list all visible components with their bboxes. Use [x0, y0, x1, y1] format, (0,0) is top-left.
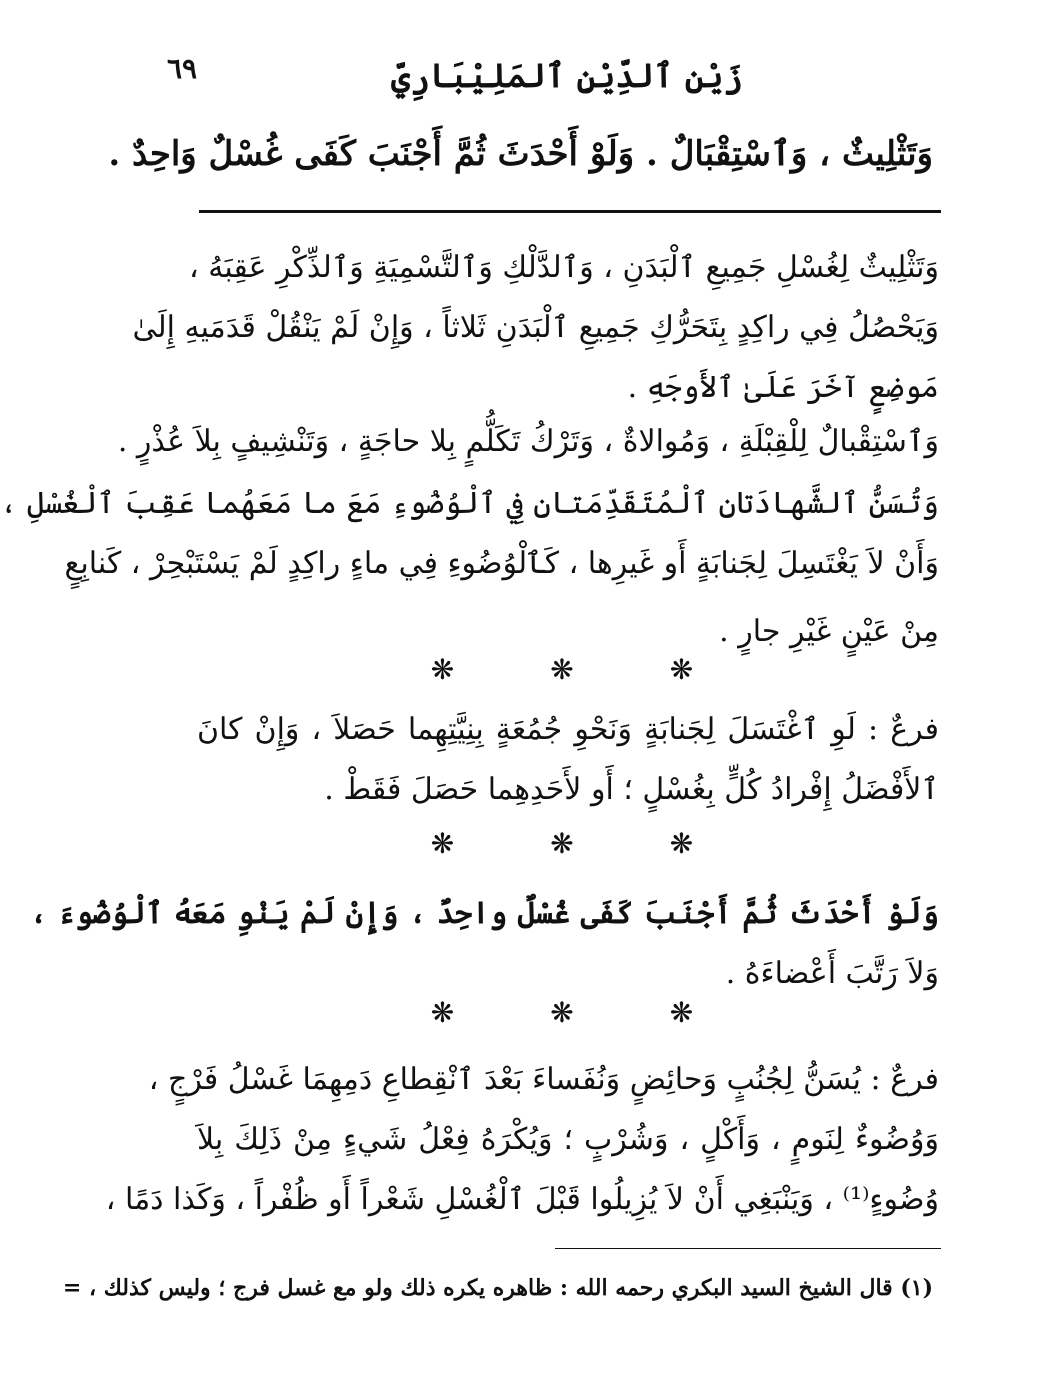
running-header-author: زَيْن ٱلدِّيْنِ ٱلمَلِيْبَارِيّ	[391, 56, 743, 95]
text-line: وَأَنْ لاَ يَغْتَسِلَ لِجَنابَةٍ أَو غَيرِها ، كَٱلْوُضُوءِ فِي ماءٍ راكِدٍ لَمْ يَسْتَبْحِرْ ، كَنابِعٍ	[64, 546, 939, 581]
matn-quote-paragraph	[29, 884, 939, 1004]
separator-star: ❋	[669, 996, 694, 1029]
separator-star: ❋	[550, 996, 574, 1029]
section-separator	[87, 824, 1037, 864]
footnote-divider	[555, 1248, 941, 1249]
separator-star: ❋	[669, 653, 694, 686]
page-number: ٦٩	[167, 52, 198, 85]
text-line: وَتُسَنُّ ٱلشَّهادَتانِ ٱلْمُتَقَدِّمَتانِ فِي ٱلْوُضُوءِ مَعَ ما مَعَهُما عَقِبَ ٱلْغُسْلِ ،	[0, 486, 939, 521]
text-line: وُضُوءٍ⁽¹⁾ ، وَيَنْبَغِي أَنْ لاَ يُزِيلُوا قَبْلَ ٱلْغُسْلِ شَعْراً أَو ظُفْراً ، وَكَذا دَمًا ،	[105, 1182, 939, 1217]
text-line: وَلاَ رَتَّبَ أَعْضاءَهُ .	[725, 956, 939, 991]
subsection-far-2	[105, 1050, 939, 1230]
footnote: (١) قال الشيخ السيد البكري رحمه الله : ظاهره يكره ذلك ولو مع غسل فرج ؛ وليس كذلك ، =	[62, 1275, 933, 1301]
subsection-far-1	[197, 700, 939, 820]
separator-star: ❋	[550, 653, 574, 686]
text-line: مِنْ عَيْنٍ غَيْرِ جارٍ .	[719, 614, 939, 649]
commentary-paragraph-istiqbal	[117, 412, 939, 472]
commentary-paragraph-tathlith	[132, 238, 939, 418]
separator-star: ❋	[430, 653, 455, 686]
text-line: وَٱسْتِقْبالٌ لِلْقِبْلَةِ ، وَمُوالاةٌ ، وَتَرْكُ تَكَلُّمٍ بِلا حاجَةٍ ، وَتَنْشِيفٍ بِلاَ عُذْرٍ .	[117, 424, 939, 459]
matn-text: وَتَثْلِيثٌ ، وَٱسْتِقْبَالٌ . وَلَوْ أَحْدَثَ ثُمَّ أَجْنَبَ كَفَى غُسْلٌ وَاحِدٌ .	[108, 134, 933, 174]
separator-star: ❋	[430, 996, 455, 1029]
text-line: وَلَوْ أَحْدَثَ ثُمَّ أَجْنَبَ كَفَى غُسْلٌ واحِدٌ ، وَإِنْ لَمْ يَنْوِ مَعَهُ ٱلْوُضُوءَ ،	[29, 896, 939, 931]
matn-divider	[199, 210, 941, 213]
text-line: فرعٌ : يُسَنُّ لِجُنُبٍ وَحائِضٍ وَنُفَساءَ بَعْدَ ٱنْقِطاعِ دَمِهِمَا غَسْلُ فَرْجٍ ،	[148, 1062, 939, 1097]
text-line: وَتَثْلِيثٌ لِغُسْلِ جَمِيعِ ٱلْبَدَنِ ، وَٱلدَّلْكِ وَٱلتَّسْمِيَةِ وَٱلذِّكْرِ عَقِبَهُ ،	[189, 250, 939, 285]
commentary-paragraph-shahadatan	[0, 474, 939, 662]
text-line: فرعٌ : لَوِ ٱغْتَسَلَ لِجَنابَةٍ وَنَحْوِ جُمُعَةٍ بِنِيَّتِهِما حَصَلاَ ، وَإِنْ كانَ	[197, 712, 939, 747]
section-separator	[87, 650, 1037, 690]
separator-star: ❋	[430, 827, 455, 860]
text-line: ٱلأَفْضَلُ إِفْرادُ كُلٍّ بِغُسْلٍ ؛ أَو لأَحَدِهِما حَصَلَ فَقَطْ .	[324, 772, 939, 807]
text-line: مَوضِعٍ آخَرَ عَلَىٰ ٱلأَوجَهِ .	[627, 370, 939, 405]
separator-star: ❋	[669, 827, 694, 860]
text-line: وَيَحْصُلُ فِي راكِدٍ بِتَحَرُّكِ جَمِيعِ ٱلْبَدَنِ ثَلاثاً ، وَإِنْ لَمْ يَنْقُلْ قَدَمَيهِ إِلَىٰ	[132, 310, 939, 345]
section-separator	[87, 993, 1037, 1033]
separator-star: ❋	[550, 827, 574, 860]
text-line: وَوُضُوءٌ لِنَومٍ ، وَأَكْلٍ ، وَشُرْبٍ ؛ وَيُكْرَهُ فِعْلُ شَيءٍ مِنْ ذَلِكَ بِلاَ	[197, 1122, 939, 1157]
